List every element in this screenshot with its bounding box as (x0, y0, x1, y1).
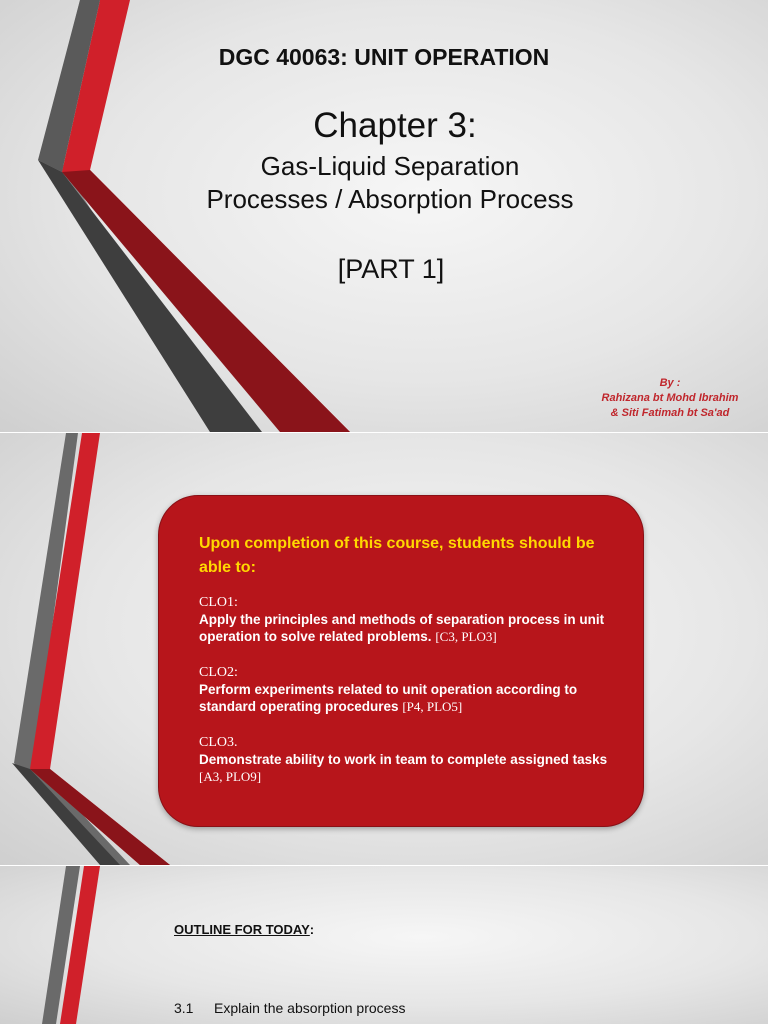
clo-reference: [P4, PLO5] (402, 699, 463, 714)
clo-reference: [C3, PLO3] (435, 629, 497, 644)
outline-heading-text: OUTLINE FOR TODAY (174, 922, 310, 937)
outline-heading (174, 922, 314, 937)
clo-item (199, 664, 619, 715)
author-1: Rahizana bt Mohd Ibrahim (601, 392, 739, 404)
subtitle-line-1: Gas-Liquid Separation (260, 151, 520, 181)
objectives-slide (0, 433, 768, 865)
chapter-title: Chapter 3: (313, 106, 477, 145)
clo-item (199, 594, 619, 645)
clo-label: CLO3. (199, 735, 238, 750)
course-title: DGC 40063: UNIT OPERATION (218, 44, 550, 70)
outline-item-number: 3.1 (174, 1000, 194, 1016)
course-learning-outcomes-box (158, 495, 644, 827)
chapter-subtitle (0, 150, 768, 216)
clo-text: Perform experiments related to unit operation according to standard operating procedures (199, 682, 578, 714)
outline-item-text: Explain the absorption process (214, 1000, 406, 1016)
title-slide (0, 0, 768, 432)
clo-item (199, 734, 619, 785)
clo-label: CLO2: (199, 665, 238, 680)
author-2: & Siti Fatimah bt Sa'ad (610, 407, 730, 419)
clo-text: Demonstrate ability to work in team to complete assigned tasks (199, 752, 608, 767)
part-label: [PART 1] (337, 254, 445, 284)
clo-intro: Upon completion of this course, students should be able to: (199, 535, 595, 576)
outline-slide (0, 866, 768, 1024)
outline-heading-suffix: : (309, 922, 315, 937)
by-label: By : (659, 377, 681, 389)
clo-label: CLO1: (199, 595, 238, 610)
subtitle-line-2: Processes / Absorption Process (206, 184, 574, 214)
author-credits (570, 376, 768, 421)
clo-reference: [A3, PLO9] (199, 769, 262, 784)
clo-text: Apply the principles and methods of separation process in unit operation to solve related problems. (199, 612, 605, 644)
